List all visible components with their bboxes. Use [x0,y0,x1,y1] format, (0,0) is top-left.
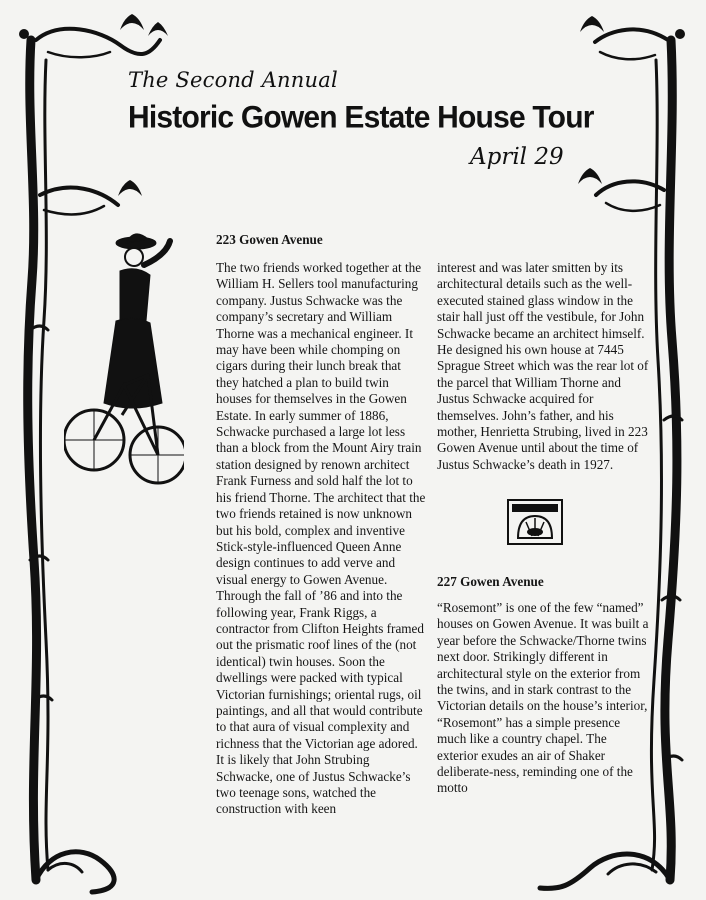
body-column-right-lower [437,600,649,797]
tour-date: April 29 [470,144,564,170]
section-heading-227: 227 Gowen Avenue [437,574,544,589]
header-subtitle: The Second Annual [128,68,338,92]
section-heading-223: 223 Gowen Avenue [216,232,323,247]
body-paragraph: The two friends worked together at the William H. Sellers tool manufacturing company. Justus Schwacke was the company’s secretary and William Thorne was a mechanical engineer. It may have been while chomping on cigars during their lunch break that they hatched a plan to build twin houses for themselves in the Gowen Estate. In early summer of 1886, Schwacke purchased a large lot less than a block from the Mount Airy train station designed by renown architect Frank Furness and sold half the lot to his friend Thorne. The architect that the two friends retained is now unknown but his bold, complex and inventive Stick-style-influenced Queen Anne design continues to add verve and visual energy to Gowen Avenue. Through the fall of ’86 and into the following year, Frank Riggs, a contractor from Clifton Heights framed out the prismatic roof lines of the (not identical) twin houses. Soon the dwellings were packed with typical Victorian furnishings; oriental rugs, oil paintings, and all that would contribute to that aura of visual complexity and richness that the Victorian age adored. It is likely that John Strubing Schwacke, one of Justus Schwacke’s two teenage sons, watched the construction with keen [216,260,426,817]
page-title: Historic Gowen Estate House Tour [128,100,594,135]
body-column-right [437,260,649,473]
body-paragraph: interest and was later smitten by its architectural details such as the well-executed stained glass window in the stair hall just off the vestibule, for John Schwacke became an architect himself. He designed his own house at 7445 Sprague Street which was the rear lot of the parcel that William Thorne and Justus Schwacke acquired for themselves. John’s father, and his mother, Henrietta Strubing, lived in 223 Gowen Avenue until about the time of Justus Schwacke’s death in 1927. [437,260,649,472]
victorian-cyclist-illustration [64,225,184,510]
shell-vignette-icon [506,498,564,546]
body-column-left [216,260,426,818]
body-paragraph: “Rosemont” is one of the few “named” houses on Gowen Avenue. It was built a year before the Schwacke/Thorne twins next door. Strikingly different in architectural style on the exterior from the twins, and in stark contrast to the Victorian details on the house’s interior, “Rosemont” has a simple presence much like a country chapel. The exterior exudes an air of Shaker deliberate-ness, reminding one of the motto [437,600,649,796]
